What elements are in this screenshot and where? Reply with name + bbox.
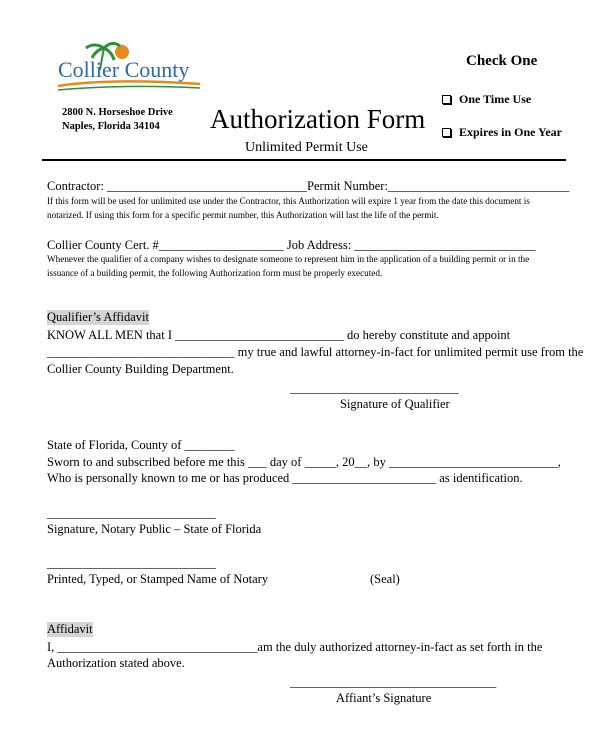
collier-county-logo xyxy=(50,40,210,100)
note2-line-2: issuance of a building permit, the following Authorization form must be properly executed. xyxy=(47,268,383,278)
form-subtitle: Unlimited Permit Use xyxy=(245,140,368,155)
qualifier-signature-label: Signature of Qualifier xyxy=(340,397,450,411)
check-one-heading: Check One xyxy=(466,53,538,69)
qualifier-signature-field[interactable]: ___________________________ xyxy=(290,381,459,395)
affiant-signature-label: Affiant’s Signature xyxy=(336,691,432,705)
contractor-permit-line[interactable]: Contractor: ________________________________Permit Number:_____________________________ xyxy=(47,179,570,193)
notary-printed-name-field[interactable]: ___________________________ xyxy=(47,556,216,570)
affidavit-line-1[interactable]: I, ________________________________am the duly authorized attorney-in-fact as set forth in the xyxy=(47,640,543,654)
address-line-1: 2800 N. Horseshoe Drive xyxy=(62,107,173,118)
header-divider xyxy=(42,159,566,161)
option-label: Expires in One Year xyxy=(459,125,563,139)
affiant-signature-field[interactable]: _________________________________ xyxy=(290,675,497,689)
cert-job-address-line[interactable]: Collier County Cert. #____________________ Job Address: _____________________________ xyxy=(47,238,536,252)
notary-printed-name-label: Printed, Typed, or Stamped Name of Notary xyxy=(47,572,269,586)
logo-text: Collier County xyxy=(58,57,190,82)
note2-line-1: Whenever the qualifier of a company wishes to designate someone to represent him in the application of a building permit or in the xyxy=(47,254,530,264)
affidavit-heading: Affidavit xyxy=(47,622,93,636)
qualifier-affidavit-heading: Qualifier’s Affidavit xyxy=(47,310,149,324)
qualifier-line-3: Collier County Building Department. xyxy=(47,362,234,376)
option-expires-one-year[interactable] xyxy=(442,125,562,140)
form-title: Authorization Form xyxy=(210,104,426,134)
note-line-2: notarized. If using this form for a specific permit number, this Authorization will last the life of the permit. xyxy=(47,210,439,220)
qualifier-line-2[interactable]: ______________________________ my true and lawful attorney-in-fact for unlimited permit use from the xyxy=(47,345,584,359)
notary-line-1[interactable]: State of Florida, County of ________ xyxy=(47,438,235,452)
qualifier-line-1[interactable]: KNOW ALL MEN that I ___________________________ do hereby constitute and appoint xyxy=(47,328,511,342)
notary-signature-field[interactable]: ___________________________ xyxy=(47,506,216,520)
notary-seal-label: (Seal) xyxy=(370,572,400,586)
checkbox-icon[interactable] xyxy=(442,95,451,104)
affidavit-line-2: Authorization stated above. xyxy=(47,656,185,670)
option-one-time-use[interactable] xyxy=(442,92,531,107)
notary-line-3[interactable]: Who is personally known to me or has produced _______________________ as identification. xyxy=(47,471,523,485)
address-line-2: Naples, Florida 34104 xyxy=(62,121,160,132)
notary-signature-label: Signature, Notary Public – State of Florida xyxy=(47,522,262,536)
option-label: One Time Use xyxy=(459,92,532,106)
note-line-1: If this form will be used for unlimited use under the Contractor, this Authorization will expire 1 year from the date this document is xyxy=(47,196,530,206)
checkbox-icon[interactable] xyxy=(442,128,451,137)
notary-line-2[interactable]: Sworn to and subscribed before me this ___ day of _____, 20__, by ___________________________, xyxy=(47,455,561,469)
